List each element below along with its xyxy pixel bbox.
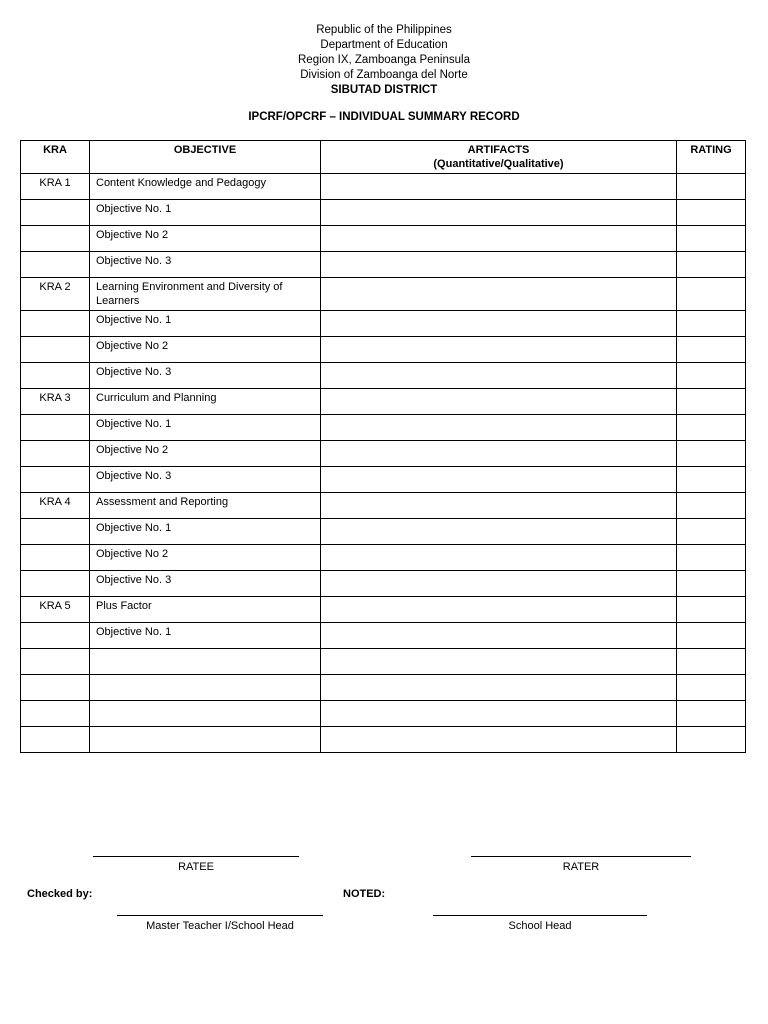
row-rating-cell (677, 200, 746, 226)
table-row (21, 174, 746, 200)
row-objective-cell: Objective No. 1 (90, 623, 321, 649)
row-kra-cell (21, 363, 90, 389)
row-artifacts-cell (321, 415, 677, 441)
table-row (21, 493, 746, 519)
row-rating-cell (677, 701, 746, 727)
row-kra-cell: KRA 4 (21, 493, 90, 519)
header-artifacts (321, 141, 677, 174)
row-objective-cell: Objective No 2 (90, 545, 321, 571)
row-artifacts-cell (321, 649, 677, 675)
school-head-label: School Head (508, 920, 572, 932)
row-artifacts-cell (321, 174, 677, 200)
table-row (21, 226, 746, 252)
row-kra-cell (21, 701, 90, 727)
row-objective-cell: Objective No. 1 (90, 311, 321, 337)
row-objective-cell: Objective No. 3 (90, 467, 321, 493)
table-row (21, 649, 746, 675)
row-artifacts-cell (321, 493, 677, 519)
header-line-department: Department of Education (320, 39, 448, 51)
rater-label: RATER (562, 861, 600, 873)
row-kra-cell (21, 649, 90, 675)
row-objective-cell (90, 675, 321, 701)
row-artifacts-cell (321, 597, 677, 623)
table-row (21, 571, 746, 597)
row-kra-cell (21, 415, 90, 441)
row-rating-cell (677, 226, 746, 252)
master-teacher-label: Master Teacher I/School Head (146, 920, 294, 932)
row-artifacts-cell (321, 571, 677, 597)
table-body (21, 174, 746, 753)
row-objective-cell: Plus Factor (90, 597, 321, 623)
row-rating-cell (677, 415, 746, 441)
rater-signature (471, 856, 691, 873)
row-artifacts-cell (321, 226, 677, 252)
row-rating-cell (677, 623, 746, 649)
row-objective-cell: Objective No. 1 (90, 519, 321, 545)
checked-by-label: Checked by: (27, 888, 93, 900)
document-title: IPCRF/OPCRF – INDIVIDUAL SUMMARY RECORD (248, 111, 520, 123)
row-kra-cell (21, 519, 90, 545)
row-artifacts-cell (321, 519, 677, 545)
header-objective: OBJECTIVE (90, 141, 321, 174)
table-row (21, 337, 746, 363)
school-head-signature (433, 915, 647, 932)
row-kra-cell (21, 545, 90, 571)
row-objective-cell: Objective No. 3 (90, 363, 321, 389)
master-teacher-signature-line (117, 915, 323, 916)
row-kra-cell (21, 675, 90, 701)
table-row (21, 278, 746, 311)
row-objective-cell: Assessment and Reporting (90, 493, 321, 519)
row-objective-cell (90, 701, 321, 727)
row-objective-cell: Objective No 2 (90, 337, 321, 363)
header-line-division: Division of Zamboanga del Norte (300, 69, 468, 81)
header-line-republic: Republic of the Philippines (316, 24, 452, 36)
row-kra-cell (21, 226, 90, 252)
row-kra-cell: KRA 2 (21, 278, 90, 311)
row-rating-cell (677, 727, 746, 753)
row-objective-cell: Content Knowledge and Pedagogy (90, 174, 321, 200)
row-artifacts-cell (321, 441, 677, 467)
row-kra-cell: KRA 1 (21, 174, 90, 200)
row-kra-cell (21, 311, 90, 337)
row-objective-cell: Objective No. 3 (90, 571, 321, 597)
row-rating-cell (677, 441, 746, 467)
row-artifacts-cell (321, 389, 677, 415)
header-rating: RATING (677, 141, 746, 174)
row-rating-cell (677, 571, 746, 597)
row-artifacts-cell (321, 200, 677, 226)
table-row (21, 252, 746, 278)
table-header-row (21, 141, 746, 174)
row-artifacts-cell (321, 363, 677, 389)
row-rating-cell (677, 389, 746, 415)
row-rating-cell (677, 493, 746, 519)
table-row (21, 311, 746, 337)
row-artifacts-cell (321, 675, 677, 701)
summary-record-table (20, 140, 746, 753)
row-objective-cell: Learning Environment and Diversity of Learners (90, 278, 321, 311)
row-rating-cell (677, 311, 746, 337)
table-row (21, 545, 746, 571)
row-objective-cell: Objective No 2 (90, 226, 321, 252)
row-kra-cell (21, 337, 90, 363)
row-artifacts-cell (321, 278, 677, 311)
row-rating-cell (677, 278, 746, 311)
row-rating-cell (677, 545, 746, 571)
row-kra-cell (21, 441, 90, 467)
row-objective-cell: Curriculum and Planning (90, 389, 321, 415)
row-kra-cell: KRA 5 (21, 597, 90, 623)
document-header (0, 23, 768, 98)
master-teacher-signature (117, 915, 323, 932)
row-rating-cell (677, 252, 746, 278)
ratee-label: RATEE (178, 861, 214, 873)
row-rating-cell (677, 675, 746, 701)
header-artifacts-subtitle: (Quantitative/Qualitative) (433, 158, 564, 170)
row-kra-cell (21, 467, 90, 493)
row-rating-cell (677, 174, 746, 200)
row-rating-cell (677, 519, 746, 545)
row-artifacts-cell (321, 701, 677, 727)
table-row (21, 441, 746, 467)
row-objective-cell (90, 649, 321, 675)
row-objective-cell: Objective No. 1 (90, 415, 321, 441)
table-row (21, 519, 746, 545)
header-artifacts-title: ARTIFACTS (467, 144, 530, 156)
row-artifacts-cell (321, 337, 677, 363)
table-row (21, 623, 746, 649)
noted-label: NOTED: (343, 888, 386, 900)
row-kra-cell (21, 727, 90, 753)
row-kra-cell: KRA 3 (21, 389, 90, 415)
row-kra-cell (21, 252, 90, 278)
school-head-signature-line (433, 915, 647, 916)
row-rating-cell (677, 649, 746, 675)
row-objective-cell (90, 727, 321, 753)
header-line-region: Region IX, Zamboanga Peninsula (298, 54, 470, 66)
row-artifacts-cell (321, 252, 677, 278)
row-rating-cell (677, 467, 746, 493)
table-row (21, 597, 746, 623)
row-rating-cell (677, 363, 746, 389)
table-row (21, 389, 746, 415)
row-artifacts-cell (321, 727, 677, 753)
rater-signature-line (471, 856, 691, 857)
header-kra: KRA (21, 141, 90, 174)
row-artifacts-cell (321, 545, 677, 571)
table-row (21, 467, 746, 493)
row-objective-cell: Objective No. 3 (90, 252, 321, 278)
table-row (21, 363, 746, 389)
ratee-signature (93, 856, 299, 873)
table-row (21, 727, 746, 753)
header-district: SIBUTAD DISTRICT (330, 84, 438, 96)
ratee-signature-line (93, 856, 299, 857)
table-row (21, 675, 746, 701)
row-rating-cell (677, 597, 746, 623)
row-artifacts-cell (321, 467, 677, 493)
row-kra-cell (21, 623, 90, 649)
row-artifacts-cell (321, 623, 677, 649)
table-row (21, 701, 746, 727)
row-rating-cell (677, 337, 746, 363)
row-objective-cell: Objective No. 1 (90, 200, 321, 226)
table-row (21, 415, 746, 441)
table-row (21, 200, 746, 226)
row-objective-cell: Objective No 2 (90, 441, 321, 467)
row-kra-cell (21, 200, 90, 226)
row-artifacts-cell (321, 311, 677, 337)
row-kra-cell (21, 571, 90, 597)
